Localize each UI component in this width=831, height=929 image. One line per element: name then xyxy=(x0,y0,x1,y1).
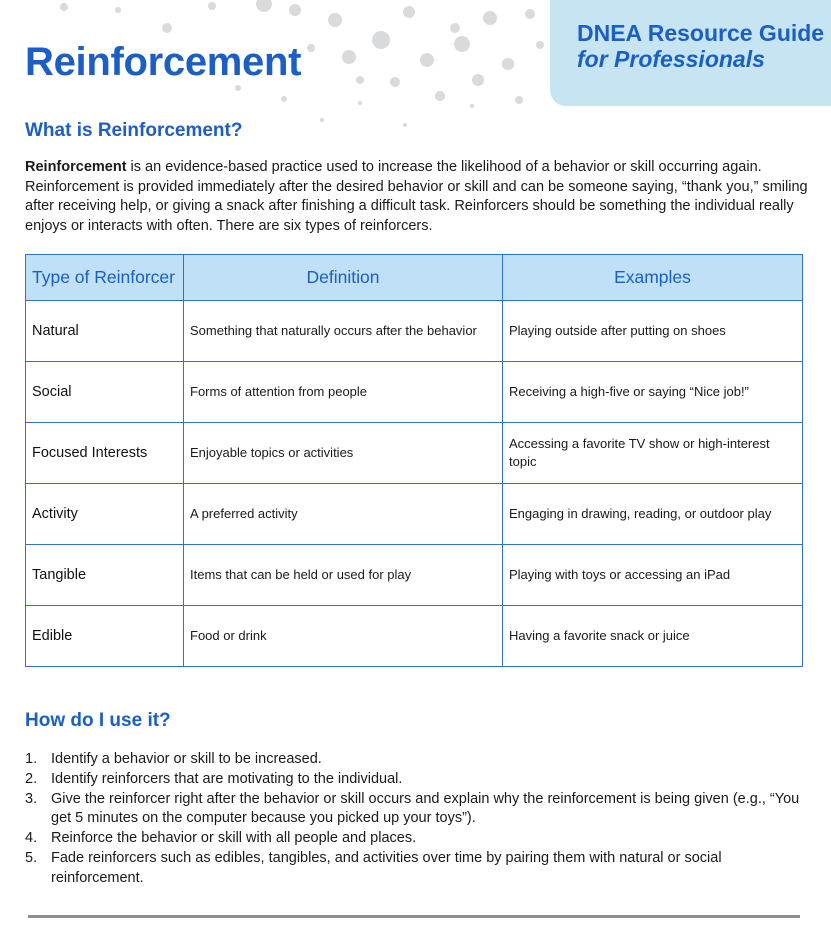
reinforcer-definition: Something that naturally occurs after the behavior xyxy=(184,301,503,362)
step-text: Identify a behavior or skill to be increased. xyxy=(51,751,322,767)
table-row xyxy=(26,545,803,606)
table-header-row xyxy=(26,255,803,301)
table-row xyxy=(26,484,803,545)
resource-guide-subtitle: for Professionals xyxy=(577,46,765,72)
reinforcer-definition: Forms of attention from people xyxy=(184,362,503,423)
intro-bold-term: Reinforcement xyxy=(25,159,127,175)
intro-body: is an evidence-based practice used to increase the likelihood of a behavior or skill occurring again. Reinforcement is provided immediately after the desired behavior or skill and can be someone saying, “thank you,” smiling after receiving help, or giving a snack after finishing a difficult task. Reinforcers should be something the individual really enjoys or interacts with often. There are six types of reinforcers. xyxy=(25,159,808,235)
list-item xyxy=(25,829,815,849)
reinforcer-type: Tangible xyxy=(26,545,184,606)
list-item xyxy=(25,849,815,889)
reinforcer-definition: A preferred activity xyxy=(184,484,503,545)
reinforcer-table xyxy=(25,254,803,667)
reinforcer-example: Engaging in drawing, reading, or outdoor play xyxy=(503,484,803,545)
what-is-heading: What is Reinforcement? xyxy=(25,120,243,141)
step-text: Give the reinforcer right after the behavior or skill occurs and explain why the reinforcement is being given (e.g., “You get 5 minutes on the computer because you picked up your toys”). xyxy=(51,790,800,827)
step-text: Reinforce the behavior or skill with all people and places. xyxy=(51,830,417,847)
step-number: 2. xyxy=(25,770,38,787)
step-text: Fade reinforcers such as edibles, tangibles, and activities over time by pairing them with natural or social reinforcement. xyxy=(51,849,722,886)
reinforcer-definition: Food or drink xyxy=(184,606,503,667)
list-item xyxy=(25,770,815,790)
reinforcer-type: Activity xyxy=(26,484,184,545)
reinforcer-example: Accessing a favorite TV show or high-interest topic xyxy=(503,423,803,484)
list-item xyxy=(25,790,815,830)
reinforcer-type: Social xyxy=(26,362,184,423)
step-number: 1. xyxy=(25,751,38,767)
reinforcer-type: Focused Interests xyxy=(26,423,184,484)
reinforcer-definition: Enjoyable topics or activities xyxy=(184,423,503,484)
column-header-examples: Examples xyxy=(503,255,803,301)
footer-divider xyxy=(28,915,800,918)
step-number: 5. xyxy=(25,849,38,866)
how-to-use-heading: How do I use it? xyxy=(25,710,171,731)
reinforcer-example: Playing outside after putting on shoes xyxy=(503,301,803,362)
step-text: Identify reinforcers that are motivating to the individual. xyxy=(51,770,403,787)
table-row xyxy=(26,362,803,423)
table-row xyxy=(26,423,803,484)
step-number: 4. xyxy=(25,830,38,847)
reinforcer-type: Edible xyxy=(26,606,184,667)
page-title: Reinforcement xyxy=(25,40,302,84)
resource-guide-title: DNEA Resource Guide xyxy=(577,20,825,46)
reinforcer-type: Natural xyxy=(26,301,184,362)
table-row xyxy=(26,606,803,667)
reinforcer-example: Receiving a high-five or saying “Nice job!” xyxy=(503,362,803,423)
column-header-type: Type of Reinforcer xyxy=(26,255,184,301)
list-item xyxy=(25,750,815,770)
reinforcer-definition: Items that can be held or used for play xyxy=(184,545,503,606)
table-row xyxy=(26,301,803,362)
reinforcer-example: Having a favorite snack or juice xyxy=(503,606,803,667)
column-header-definition: Definition xyxy=(184,255,503,301)
reinforcer-example: Playing with toys or accessing an iPad xyxy=(503,545,803,606)
step-number: 3. xyxy=(25,790,38,807)
steps-list xyxy=(25,750,815,889)
intro-paragraph xyxy=(25,158,815,237)
